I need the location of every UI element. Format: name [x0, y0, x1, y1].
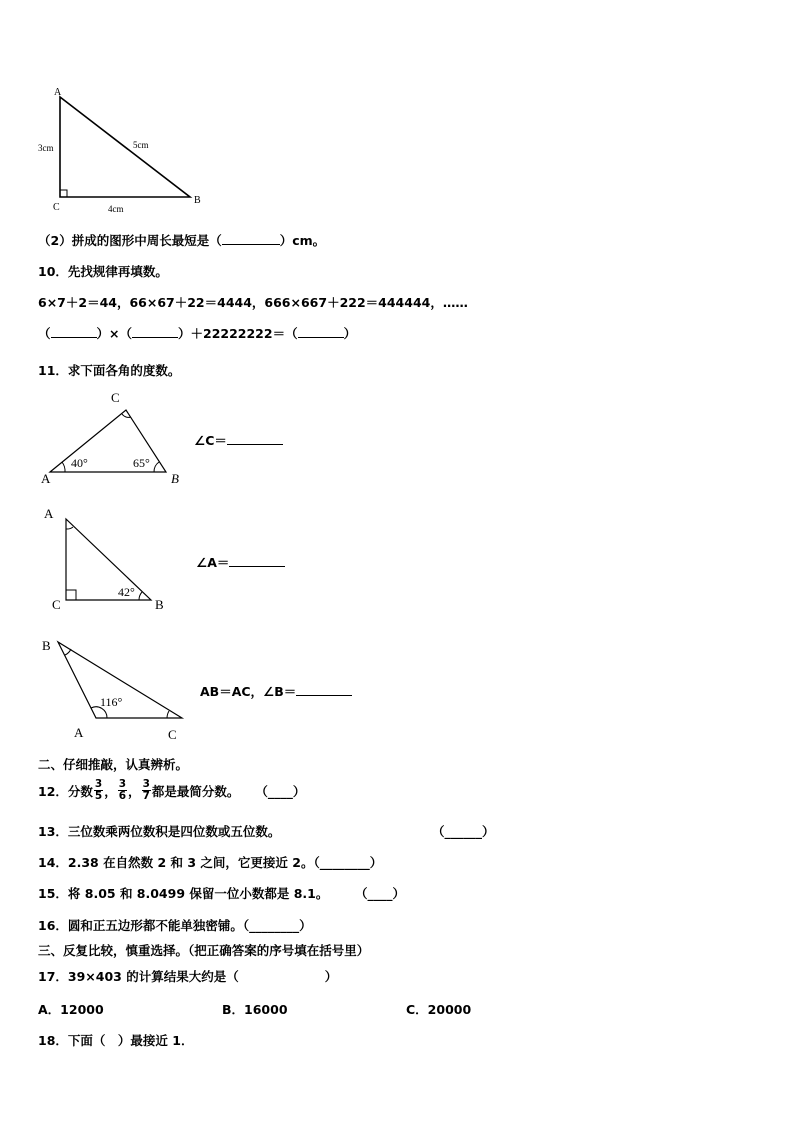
- side-cb-label: 4cm: [108, 204, 124, 214]
- t2-vertex-b: B: [155, 597, 164, 612]
- q12-suffix: 都是最简分数。: [151, 783, 240, 799]
- question-12: [38, 779, 305, 802]
- q17-text: 17．39×403 的计算结果大约是（: [38, 969, 239, 984]
- q17-option-c[interactable]: C．20000: [406, 1002, 472, 1017]
- fraction-1: $\frac{3}{5}$: [94, 778, 103, 802]
- t3-vertex-a: A: [74, 725, 84, 740]
- question-9-2: [38, 231, 325, 249]
- answer-blank[interactable]: [222, 244, 280, 245]
- vertex-b-label: B: [194, 195, 201, 206]
- t2-ask-text: ∠A＝: [196, 555, 230, 570]
- q12-sep-2: ，: [128, 783, 141, 799]
- question-14-text[interactable]: 14．2.38 在自然数 2 和 3 之间，它更接近 2。（________）: [38, 855, 383, 870]
- q13-answer-paren[interactable]: （______）: [432, 824, 495, 839]
- t3-ask: [200, 682, 352, 700]
- angle-b-arc: [154, 462, 159, 472]
- side-ab-label: 5cm: [133, 140, 149, 150]
- vertex-a-label: A: [54, 87, 62, 98]
- q17-option-b[interactable]: B．16000: [222, 1002, 288, 1017]
- question-16-text[interactable]: 16．圆和正五边形都不能单独密铺。（________）: [38, 918, 312, 933]
- t3-vertex-b: B: [42, 638, 51, 653]
- answer-blank-2[interactable]: [132, 337, 178, 338]
- section-2-heading: 二、仔细推敲，认真辨析。: [38, 757, 189, 772]
- answer-blank[interactable]: [227, 444, 283, 445]
- angle-a-arc: [66, 527, 73, 529]
- figure-triangle-1: [38, 388, 198, 488]
- question-17: [38, 967, 337, 985]
- answer-blank[interactable]: [296, 695, 352, 696]
- q15-answer-paren[interactable]: （____）: [355, 886, 406, 901]
- t2-angle-b-value: 42°: [118, 585, 135, 599]
- question-11-title: 11．求下面各角的度数。: [38, 363, 181, 378]
- question-10-fill: （ ）×（ ）＋22222222＝（ ）: [38, 326, 357, 341]
- right-angle-mark: [60, 190, 67, 197]
- q9-2-prefix: （2）拼成的图形中周长最短是（: [38, 233, 222, 248]
- question-10-title: 10．先找规律再填数。: [38, 264, 168, 279]
- q10-tail: ）＋22222222＝（: [178, 326, 298, 341]
- angle-b-arc: [139, 592, 142, 600]
- right-angle-mark: [66, 590, 76, 600]
- figure-triangle-2: [38, 503, 178, 613]
- section-3-heading: 三、反复比较，慎重选择。（把正确答案的序号填在括号里）: [38, 943, 370, 958]
- t1-angle-a-value: 40°: [71, 456, 88, 470]
- q12-sep-1: ，: [104, 783, 117, 799]
- q10-mid: ）×（: [96, 326, 132, 341]
- vertex-c-label: C: [53, 202, 60, 213]
- t3-ask-text: AB＝AC，∠B＝: [200, 684, 297, 699]
- t1-vertex-c: C: [111, 390, 120, 405]
- t3-vertex-c: C: [168, 727, 177, 742]
- q9-2-suffix: ）cm。: [279, 233, 326, 248]
- answer-blank-3[interactable]: [298, 337, 344, 338]
- question-13-text: 13．三位数乘两位数积是四位数或五位数。: [38, 824, 281, 839]
- figure-triangle-3: [38, 633, 198, 745]
- side-ac-label: 3cm: [38, 143, 54, 153]
- triangle-2-shape: [66, 519, 151, 600]
- answer-blank[interactable]: [229, 566, 285, 567]
- t3-angle-a-value: 116°: [100, 695, 123, 709]
- question-10-pattern: 6×7＋2＝44，66×67＋22＝4444，666×667＋222＝444444，……: [38, 295, 468, 310]
- t1-vertex-b: B: [171, 471, 179, 486]
- t2-ask: [196, 553, 285, 571]
- fraction-3: $\frac{3}{7}$: [142, 778, 150, 802]
- question-15-text: 15．将 8.05 和 8.0499 保留一位小数都是 8.1。: [38, 886, 329, 901]
- t1-ask-text: ∠C＝: [194, 433, 227, 448]
- angle-c-arc: [167, 711, 169, 718]
- triangle-shape: [60, 97, 190, 197]
- t2-vertex-a: A: [44, 506, 54, 521]
- fraction-2: $\frac{3}{6}$: [118, 778, 127, 802]
- angle-a-arc: [62, 462, 65, 472]
- q17-close: ）: [324, 969, 338, 984]
- t1-angle-b-value: 65°: [133, 456, 150, 470]
- angle-b-arc: [65, 649, 71, 655]
- figure-right-triangle: [30, 82, 220, 217]
- t1-ask: [194, 431, 283, 449]
- answer-blank-1[interactable]: [51, 337, 97, 338]
- t2-vertex-c: C: [52, 597, 61, 612]
- t1-vertex-a: A: [41, 471, 51, 486]
- q12-answer-paren[interactable]: （____）: [255, 783, 306, 799]
- q12-prefix: 12．分数: [38, 783, 93, 799]
- q17-option-a[interactable]: A．12000: [38, 1002, 104, 1017]
- question-18-text: 18．下面（ ）最接近 1．: [38, 1033, 194, 1048]
